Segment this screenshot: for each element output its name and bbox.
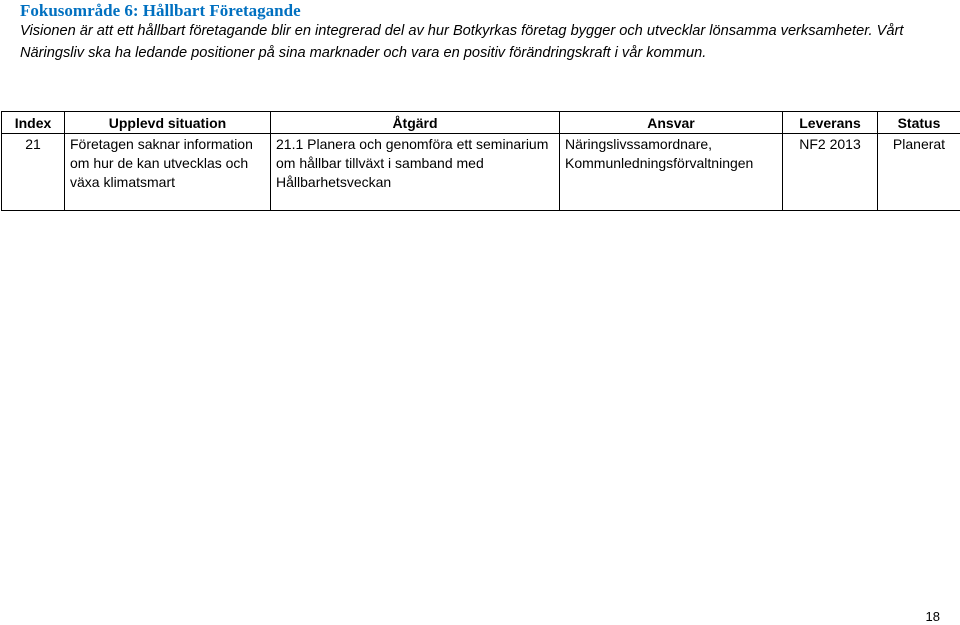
cell-status: Planerat: [878, 134, 960, 211]
action-table: [1, 111, 960, 211]
page-number: 18: [925, 609, 940, 624]
intro-line-2: Näringsliv ska ha ledande positioner på sina marknader och vara en positiv förändringskraft i vår kommun.: [20, 45, 707, 61]
cell-ansvar: Näringslivssamordnare, Kommunledningsförvaltningen: [560, 134, 783, 211]
table-header-row: [2, 112, 960, 134]
header-ansvar: Ansvar: [560, 112, 783, 134]
section-heading: Fokusområde 6: Hållbart Företagande: [20, 1, 301, 20]
header-situation: Upplevd situation: [65, 112, 271, 134]
cell-atgard: 21.1 Planera och genomföra ett seminarium om hållbar tillväxt i samband med Hållbarhetsveckan: [271, 134, 560, 211]
intro-text: [20, 20, 945, 64]
header-index: Index: [2, 112, 65, 134]
intro-line-1: Visionen är att ett hållbart företagande blir en integrerad del av hur Botkyrkas företag bygger och utvecklar lönsamma verksamheter. Vårt: [20, 23, 904, 39]
header-atgard: Åtgärd: [271, 112, 560, 134]
header-leverans: Leverans: [783, 112, 878, 134]
cell-index: 21: [2, 134, 65, 211]
header-status: Status: [878, 112, 960, 134]
table-row: [2, 134, 960, 211]
cell-situation: Företagen saknar information om hur de kan utvecklas och växa klimatsmart: [65, 134, 271, 211]
cell-leverans: NF2 2013: [783, 134, 878, 211]
